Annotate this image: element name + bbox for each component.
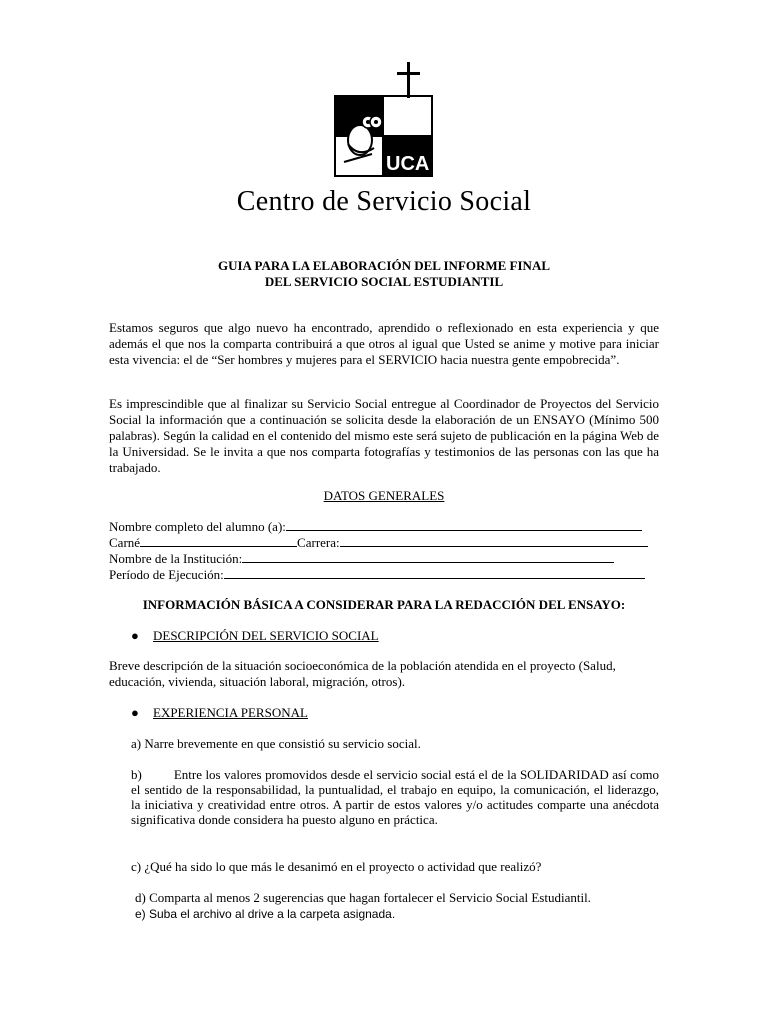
item-c: c) ¿Qué ha sido lo que más le desanimó en el proyecto o actividad que realizó? — [131, 859, 542, 874]
bullet-descripcion — [131, 628, 379, 644]
info-heading: INFORMACIÓN BÁSICA A CONSIDERAR PARA LA REDACCIÓN DEL ENSAYO: — [142, 597, 626, 612]
field-carne-carrera — [109, 534, 648, 550]
nombre-line[interactable] — [286, 518, 642, 531]
field-periodo — [109, 566, 645, 582]
field-institucion — [109, 550, 614, 566]
periodo-label: Período de Ejecución: — [109, 567, 224, 582]
carne-label: Carné — [109, 535, 141, 550]
nombre-label: Nombre completo del alumno (a): — [109, 519, 286, 534]
carrera-label: Carrera: — [297, 535, 340, 550]
logo-text: UCA — [386, 153, 430, 175]
item-d: d) Comparta al menos 2 sugerencias que hagan fortalecer el Servicio Social Estudiantil. — [135, 890, 591, 905]
item-e: e) Suba el archivo al drive a la carpeta asignada. — [135, 907, 396, 921]
item-b-label: b) — [131, 767, 142, 782]
center-title: Centro de Servicio Social — [236, 186, 532, 217]
item-b — [131, 767, 659, 827]
descripcion-title: DESCRIPCIÓN DEL SERVICIO SOCIAL — [153, 628, 379, 643]
guide-title-line1: GUIA PARA LA ELABORACIÓN DEL INFORME FINAL — [217, 258, 551, 273]
datos-generales-heading: DATOS GENERALES — [323, 488, 445, 503]
item-a: a) Narre brevemente en que consistió su servicio social. — [131, 736, 421, 751]
guide-title-line2: DEL SERVICIO SOCIAL ESTUDIANTIL — [264, 274, 504, 289]
guide-title — [0, 258, 768, 290]
experiencia-title: EXPERIENCIA PERSONAL — [153, 705, 308, 720]
carne-line[interactable] — [140, 534, 297, 547]
item-b-text: Entre los valores promovidos desde el servicio social está el de la SOLIDARIDAD así como el sentido de la responsabilidad, la puntualidad, el trabajo en equipo, la comunicación, el liderazgo, la iniciativa y creatividad entre otros. A partir de estos valores y/o actitudes comparte una anécdota significativa donde considera ha puesto alguno en práctica. — [131, 767, 659, 827]
descripcion-text: Breve descripción de la situación socioeconómica de la población atendida en el proyecto (Salud, educación, vivienda, situación laboral, migración, otros). — [109, 658, 616, 689]
intro-paragraph-2: Es imprescindible que al finalizar su Servicio Social entregue al Coordinador de Proyectos del Servicio Social la información que a continuación se solicita desde la elaboración de un ENSAYO (Mínimo 500 palabras). Según la calidad en el contenido del mismo este será sujeto de publicación en la página Web de la Universidad. Se le invita a que nos comparta fotografías y testimonios de las personas con las que ha trabajado. — [109, 396, 659, 475]
carrera-line[interactable] — [340, 534, 648, 547]
bullet-dot-icon: ● — [131, 705, 139, 720]
intro-paragraph-1: Estamos seguros que algo nuevo ha encontrado, aprendido o reflexionado en esta experiencia y que además el que nos la comparta contribuirá a que otros al igual que Usted se anime y motive para iniciar esta vivencia: el de “Ser hombres y mujeres para el SERVICIO hacia nuestra gente empobrecida”. — [109, 320, 659, 367]
bullet-experiencia — [131, 705, 308, 721]
uca-logo — [334, 62, 434, 178]
institucion-label: Nombre de la Institución: — [109, 551, 243, 566]
bullet-dot-icon: ● — [131, 628, 139, 643]
institucion-line[interactable] — [242, 550, 614, 563]
periodo-line[interactable] — [224, 566, 645, 579]
field-nombre — [109, 518, 642, 534]
